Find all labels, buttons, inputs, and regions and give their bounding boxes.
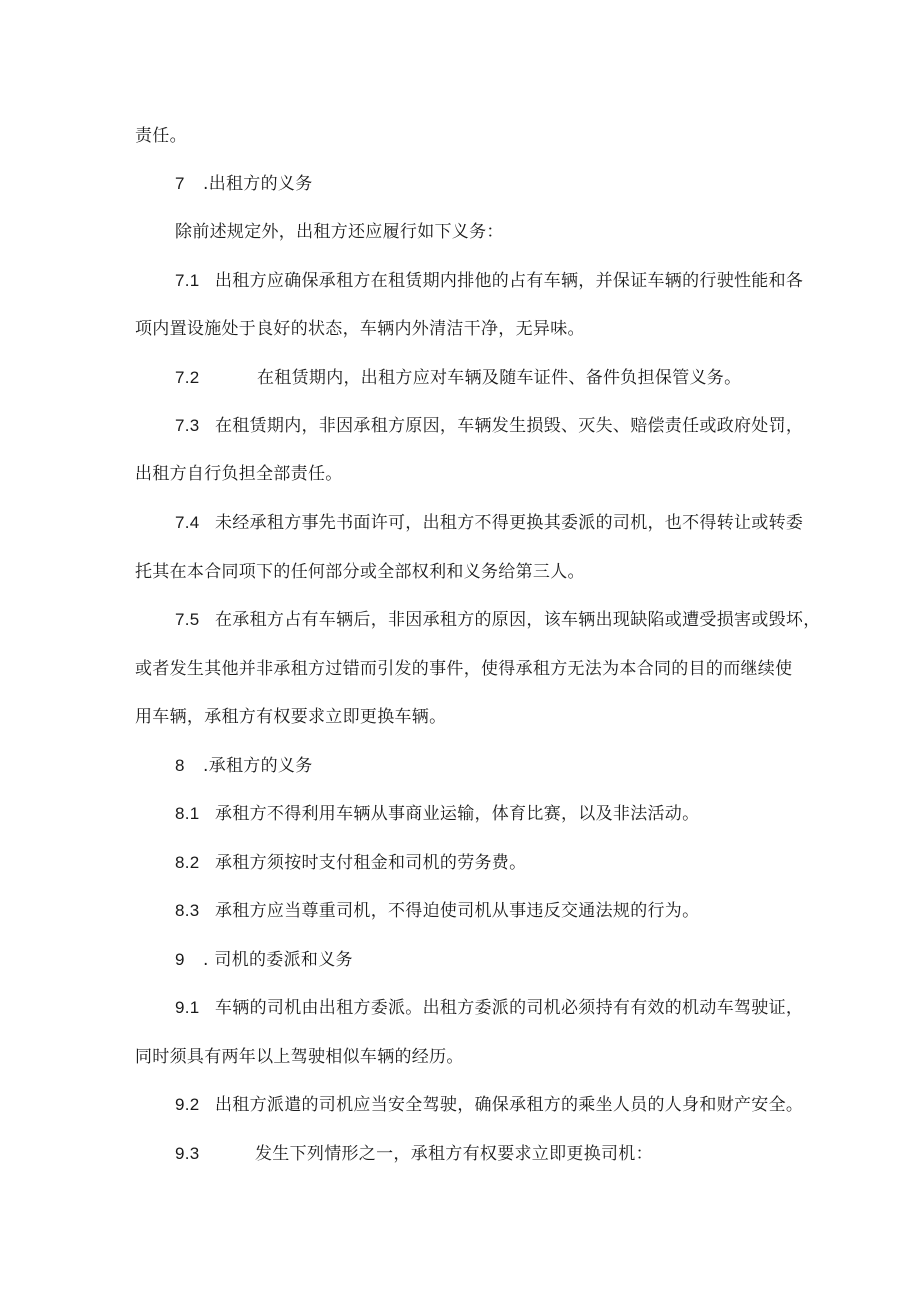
clause-7-3: [175, 415, 803, 437]
clause-9-3: [175, 1143, 653, 1165]
section-title: .承租方的义务: [203, 756, 313, 776]
clause-8-2: [175, 852, 526, 874]
paragraph-text: 同时须具有两年以上驾驶相似车辆的经历。: [135, 1047, 464, 1067]
clause-7-2: [175, 367, 741, 389]
clause-number: 7.1: [175, 271, 200, 290]
section-title: . 司机的委派和义务: [203, 950, 353, 970]
paragraph-text: 出租方自行负担全部责任。: [135, 464, 343, 484]
clause-text: 车辆的司机由出租方委派。出租方委派的司机必须持有有效的机动车驾驶证，: [215, 998, 804, 1018]
clause-text: 在租赁期内，非因承租方原因，车辆发生损毁、灭失、赔偿责任或政府处罚，: [215, 416, 804, 436]
clause-8-1: [175, 803, 699, 825]
paragraph-text: 或者发生其他并非承租方过错而引发的事件，使得承租方无法为本合同的目的而继续使: [135, 659, 793, 679]
clause-7-5: [175, 609, 821, 631]
clause-9-1: [175, 997, 803, 1019]
paragraph-text: 用车辆，承租方有权要求立即更换车辆。: [135, 707, 447, 727]
clause-number: 7.5: [175, 610, 200, 629]
paragraph-text: 项内置设施处于良好的状态，车辆内外清洁干净，无异味。: [135, 319, 585, 339]
clause-8-3: [175, 900, 699, 922]
paragraph-text: 除前述规定外，出租方还应履行如下义务：: [175, 222, 504, 242]
paragraph-line: [175, 221, 504, 243]
clause-text: 在承租方占有车辆后，非因承租方的原因，该车辆出现缺陷或遭受损害或毁坏，: [215, 610, 821, 630]
paragraph-line: [135, 463, 343, 485]
section-heading-8: [175, 755, 313, 777]
clause-number: 9.1: [175, 998, 200, 1017]
section-heading-7: [175, 173, 313, 195]
paragraph-line: [135, 318, 585, 340]
clause-text: 未经承租方事先书面许可，出租方不得更换其委派的司机，也不得转让或转委: [215, 513, 804, 533]
section-heading-9: [175, 949, 353, 971]
clause-text: 承租方应当尊重司机，不得迫使司机从事违反交通法规的行为。: [215, 901, 700, 921]
paragraph-line: [135, 561, 585, 583]
clause-number: 8.1: [175, 804, 200, 823]
section-number: 9: [175, 950, 185, 969]
clause-number: 7.2: [175, 368, 200, 387]
clause-text: 承租方须按时支付租金和司机的劳务费。: [215, 853, 527, 873]
section-number: 7: [175, 174, 185, 193]
paragraph-text: 责任。: [135, 126, 187, 146]
clause-number: 9.2: [175, 1095, 200, 1114]
clause-text: 出租方应确保承租方在租赁期内排他的占有车辆，并保证车辆的行驶性能和各: [215, 271, 804, 291]
section-number: 8: [175, 756, 185, 775]
section-title: .出租方的义务: [203, 174, 313, 194]
clause-text: 发生下列情形之一，承租方有权要求立即更换司机：: [255, 1144, 653, 1164]
paragraph-line: [135, 1046, 464, 1068]
clause-number: 9.3: [175, 1144, 200, 1163]
clause-text: 出租方派遣的司机应当安全驾驶，确保承租方的乘坐人员的人身和财产安全。: [215, 1095, 804, 1115]
paragraph-line: [135, 658, 792, 680]
clause-text: 在租赁期内，出租方应对车辆及随车证件、备件负担保管义务。: [257, 368, 742, 388]
clause-number: 7.3: [175, 416, 200, 435]
clause-7-1: [175, 270, 803, 292]
clause-9-2: [175, 1094, 803, 1116]
clause-number: 8.3: [175, 901, 200, 920]
paragraph-line: [135, 706, 446, 728]
paragraph-line: [135, 125, 187, 147]
clause-text: 承租方不得利用车辆从事商业运输，体育比赛，以及非法活动。: [215, 804, 700, 824]
paragraph-text: 托其在本合同项下的任何部分或全部权利和义务给第三人。: [135, 562, 585, 582]
clause-number: 7.4: [175, 513, 200, 532]
clause-7-4: [175, 512, 803, 534]
clause-number: 8.2: [175, 853, 200, 872]
